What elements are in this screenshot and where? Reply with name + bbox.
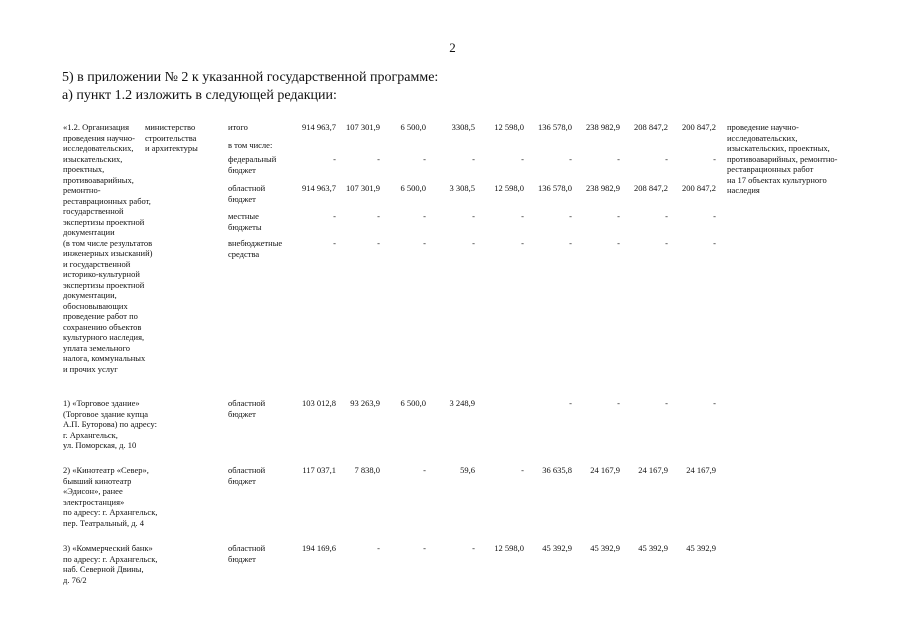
amount-cell: 238 982,9: [586, 183, 620, 193]
executor: министерство строительства и архитектуры: [145, 122, 198, 153]
amount-cell: -: [665, 154, 668, 164]
amount-cell: 3308,5: [451, 122, 475, 132]
amount-cell: -: [472, 543, 475, 553]
funding-source-label: в том числе:: [228, 140, 273, 150]
amount-cell: 194 169,6: [302, 543, 336, 553]
amount-cell: -: [713, 154, 716, 164]
amount-cell: -: [377, 543, 380, 553]
amount-cell: -: [423, 154, 426, 164]
amount-cell: -: [569, 398, 572, 408]
amount-cell: 24 167,9: [686, 465, 716, 475]
amount-cell: 59,6: [460, 465, 475, 475]
funding-source-label: областной бюджет: [228, 543, 266, 564]
amount-cell: 914 963,7: [302, 122, 336, 132]
amount-cell: 208 847,2: [634, 122, 668, 132]
amount-cell: -: [665, 238, 668, 248]
amount-cell: -: [472, 238, 475, 248]
amount-cell: 3 308,5: [449, 183, 475, 193]
funding-source-label: местные бюджеты: [228, 211, 262, 232]
measure-description: «1.2. Организация проведения научно- исследовательских, изыскательских, проектных, противоаварийных, ремонтно- реставрационных работ, государственной экспертизы проектной документации (в том числе результатов инженерных изысканий) и государственной историко-культурной экспертизы проектной документации, обосновывающих проведение работ по сохранению объектов культурного наследия, уплата земельного налога, коммунальных и прочих услуг: [63, 122, 153, 374]
amount-cell: 238 982,9: [586, 122, 620, 132]
amount-cell: 24 167,9: [638, 465, 668, 475]
expected-result: проведение научно- исследовательских, изыскательских, проектных, противоаварийных, ремонтно- реставрационных работ на 17 объектах культурного наследия: [727, 122, 838, 195]
amount-cell: -: [617, 238, 620, 248]
intro-line-1: 5) в приложении № 2 к указанной государственной программе:: [62, 70, 439, 85]
amount-cell: 107 301,9: [346, 183, 380, 193]
amount-cell: 24 167,9: [590, 465, 620, 475]
amount-cell: -: [713, 211, 716, 221]
amount-cell: -: [423, 238, 426, 248]
amount-cell: -: [333, 154, 336, 164]
funding-source-label: федеральный бюджет: [228, 154, 277, 175]
amount-cell: 12 598,0: [494, 543, 524, 553]
amount-cell: -: [713, 398, 716, 408]
amount-cell: -: [377, 211, 380, 221]
amount-cell: 6 500,0: [400, 183, 426, 193]
amount-cell: -: [521, 238, 524, 248]
amount-cell: 107 301,9: [346, 122, 380, 132]
amount-cell: -: [423, 543, 426, 553]
amount-cell: -: [665, 211, 668, 221]
amount-cell: -: [377, 154, 380, 164]
funding-source-label: областной бюджет: [228, 183, 266, 204]
amount-cell: 103 012,8: [302, 398, 336, 408]
amount-cell: 45 392,9: [638, 543, 668, 553]
amount-cell: -: [333, 211, 336, 221]
funding-source-label: областной бюджет: [228, 465, 266, 486]
amount-cell: 136 578,0: [538, 183, 572, 193]
amount-cell: -: [472, 211, 475, 221]
amount-cell: 200 847,2: [682, 183, 716, 193]
funding-source-label: областной бюджет: [228, 398, 266, 419]
amount-cell: 93 263,9: [350, 398, 380, 408]
amount-cell: -: [423, 465, 426, 475]
amount-cell: -: [521, 465, 524, 475]
amount-cell: -: [569, 211, 572, 221]
amount-cell: -: [333, 238, 336, 248]
object-description: 1) «Торговое здание» (Торговое здание купца А.П. Буторова) по адресу: г. Архангельск, ул. Поморская, д. 10: [63, 398, 157, 450]
amount-cell: -: [423, 211, 426, 221]
amount-cell: 3 248,9: [449, 398, 475, 408]
amount-cell: 200 847,2: [682, 122, 716, 132]
amount-cell: -: [665, 398, 668, 408]
amount-cell: 117 037,1: [302, 465, 336, 475]
amount-cell: -: [713, 238, 716, 248]
amount-cell: -: [617, 154, 620, 164]
funding-source-label: итого: [228, 122, 248, 132]
funding-source-label: внебюджетные средства: [228, 238, 283, 259]
amount-cell: 45 392,9: [590, 543, 620, 553]
amount-cell: 45 392,9: [686, 543, 716, 553]
amount-cell: 6 500,0: [400, 122, 426, 132]
amount-cell: -: [377, 238, 380, 248]
amount-cell: 12 598,0: [494, 183, 524, 193]
amount-cell: -: [569, 238, 572, 248]
amount-cell: 36 635,8: [542, 465, 572, 475]
amount-cell: -: [617, 398, 620, 408]
page-number: 2: [449, 40, 456, 55]
amount-cell: -: [472, 154, 475, 164]
amount-cell: 45 392,9: [542, 543, 572, 553]
amount-cell: 914 963,7: [302, 183, 336, 193]
amount-cell: -: [521, 154, 524, 164]
amount-cell: -: [617, 211, 620, 221]
object-description: 2) «Кинотеатр «Север», бывший кинотеатр «Эдисон», ранее электростанция» по адресу: г. Архангельск, пер. Театральный, д. 4: [63, 465, 158, 528]
amount-cell: -: [569, 154, 572, 164]
intro-line-2: а) пункт 1.2 изложить в следующей редакции:: [62, 88, 337, 103]
amount-cell: 6 500,0: [400, 398, 426, 408]
amount-cell: -: [521, 211, 524, 221]
object-description: 3) «Коммерческий банк» по адресу: г. Архангельск, наб. Северной Двины, д. 76/2: [63, 543, 158, 585]
amount-cell: 12 598,0: [494, 122, 524, 132]
amount-cell: 7 838,0: [354, 465, 380, 475]
amount-cell: 208 847,2: [634, 183, 668, 193]
amount-cell: 136 578,0: [538, 122, 572, 132]
